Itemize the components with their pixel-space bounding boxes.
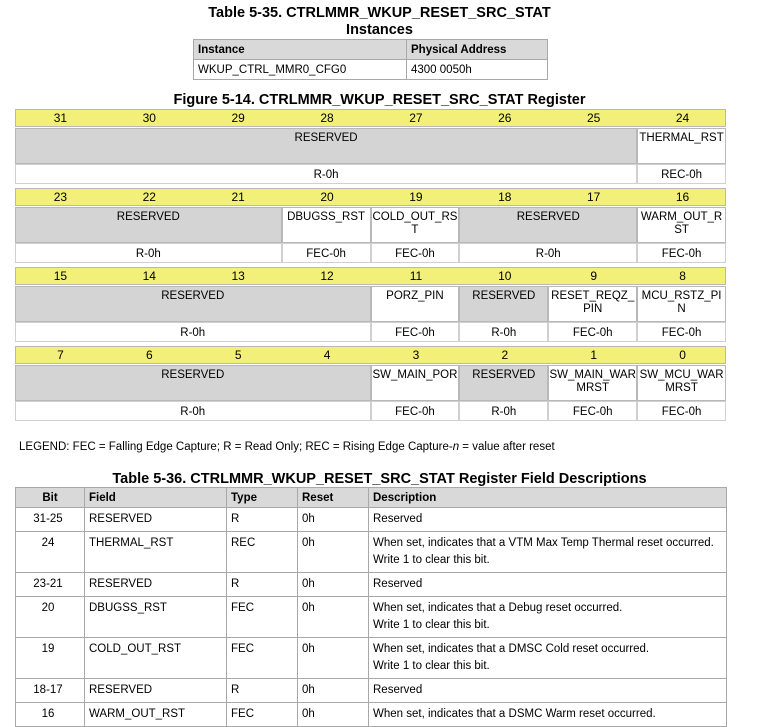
cell-bit: 16 [16, 703, 85, 727]
bit-number: 3 [412, 348, 420, 362]
description-line: Write 1 to clear this bit. [373, 554, 490, 566]
reset-value: R-0h [15, 243, 282, 263]
cell-reset: 0h [298, 703, 369, 727]
cell-field: DBUGSS_RST [85, 597, 227, 638]
bit-number: 21 [231, 190, 245, 204]
cell-type: R [227, 508, 298, 532]
reserved-field: RESERVED [459, 365, 548, 401]
instances-title: Table 5-35. CTRLMMR_WKUP_RESET_SRC_STAT [208, 5, 551, 21]
field-table-header-row [16, 488, 727, 508]
reset-value: R-0h [15, 322, 371, 342]
reset-row [15, 322, 726, 342]
reset-value: R-0h [459, 243, 637, 263]
instances-cell-instance: WKUP_CTRL_MMR0_CFG0 [194, 60, 407, 80]
reset-value: FEC-0h [637, 322, 726, 342]
bit-number: 6 [145, 348, 153, 362]
bit-number: 9 [590, 269, 598, 283]
register-field: SW_MAIN_WARMRST [548, 365, 637, 401]
register-field: WARM_OUT_RST [637, 207, 726, 243]
reset-value: R-0h [15, 401, 371, 421]
cell-type: R [227, 573, 298, 597]
instances-cell-address: 4300 0050h [407, 60, 548, 80]
reset-value: FEC-0h [548, 322, 637, 342]
header-reset: Reset [298, 488, 369, 508]
legend [19, 441, 555, 453]
bit-number: 25 [587, 111, 601, 125]
bit-number: 26 [498, 111, 512, 125]
bit-number: 7 [57, 348, 64, 362]
bit-number: 11 [409, 269, 423, 283]
cell-reset: 0h [298, 508, 369, 532]
header-description: Description [369, 488, 727, 508]
field-row [15, 286, 726, 322]
description-line: Reserved [373, 684, 423, 696]
reserved-field: RESERVED [15, 128, 637, 164]
cell-type: FEC [227, 703, 298, 727]
bit-number: 20 [320, 190, 334, 204]
bit-number: 10 [498, 269, 512, 283]
cell-reset: 0h [298, 638, 369, 679]
reset-row [15, 401, 726, 421]
bit-number: 17 [587, 190, 601, 204]
field-row [15, 128, 726, 164]
header-bit: Bit [16, 488, 85, 508]
table-row [16, 638, 727, 679]
bit-number: 30 [142, 111, 156, 125]
header-field: Field [85, 488, 227, 508]
cell-description [369, 679, 727, 703]
cell-description [369, 508, 727, 532]
cell-bit: 18-17 [16, 679, 85, 703]
legend-prefix: LEGEND: FEC = Falling Edge Capture; R = Read Only; REC = Rising Edge Capture- [19, 441, 453, 453]
register-field: COLD_OUT_RST [371, 207, 460, 243]
cell-type: FEC [227, 638, 298, 679]
bit-number: 5 [234, 348, 242, 362]
cell-field: WARM_OUT_RST [85, 703, 227, 727]
cell-description [369, 573, 727, 597]
reserved-field: RESERVED [459, 286, 548, 322]
table-row [16, 703, 727, 727]
bit-number: 0 [679, 348, 686, 362]
cell-bit: 23-21 [16, 573, 85, 597]
bit-number: 24 [675, 111, 690, 125]
cell-type: REC [227, 532, 298, 573]
bit-number: 13 [231, 269, 245, 283]
register-field: THERMAL_RST [637, 128, 726, 164]
cell-description [369, 703, 727, 727]
reserved-field: RESERVED [15, 365, 371, 401]
bit-number: 23 [53, 190, 68, 204]
reset-value: FEC-0h [371, 322, 460, 342]
cell-reset: 0h [298, 532, 369, 573]
bit-number: 1 [590, 348, 598, 362]
bit-number: 29 [231, 111, 245, 125]
description-line: Write 1 to clear this bit. [373, 660, 490, 672]
description-line: Reserved [373, 513, 423, 525]
reset-value: R-0h [459, 322, 548, 342]
reset-value: FEC-0h [371, 243, 460, 263]
reset-value: FEC-0h [282, 243, 371, 263]
cell-field: COLD_OUT_RST [85, 638, 227, 679]
reset-value: FEC-0h [637, 243, 726, 263]
cell-reset: 0h [298, 597, 369, 638]
legend-italic: n [452, 441, 460, 453]
register-field: SW_MAIN_POR [371, 365, 460, 401]
bit-number: 2 [501, 348, 509, 362]
reset-value: FEC-0h [371, 401, 460, 421]
table-row [16, 597, 727, 638]
field-row [15, 207, 726, 243]
reset-row [15, 164, 726, 184]
bit-number: 27 [409, 111, 423, 125]
reset-value: FEC-0h [637, 401, 726, 421]
reserved-field: RESERVED [459, 207, 637, 243]
reserved-field: RESERVED [15, 286, 371, 322]
cell-reset: 0h [298, 573, 369, 597]
register-field: MCU_RSTZ_PIN [637, 286, 726, 322]
cell-description [369, 597, 727, 638]
bit-number-row [15, 267, 726, 285]
table-row [16, 679, 727, 703]
cell-bit: 31-25 [16, 508, 85, 532]
instances-header-address: Physical Address [407, 40, 548, 60]
cell-field: RESERVED [85, 508, 227, 532]
cell-field: RESERVED [85, 573, 227, 597]
bit-number-row [15, 188, 726, 206]
bit-number: 28 [320, 111, 334, 125]
cell-type: FEC [227, 597, 298, 638]
bit-number: 12 [320, 269, 334, 283]
table-row [16, 532, 727, 573]
bit-number: 31 [53, 111, 68, 125]
bit-number-row [15, 346, 726, 364]
instances-header-instance: Instance [194, 40, 407, 60]
description-line: When set, indicates that a Debug reset occurred. [373, 602, 623, 614]
description-line: When set, indicates that a DSMC Warm reset occurred. [373, 708, 656, 720]
cell-bit: 20 [16, 597, 85, 638]
reset-value: REC-0h [637, 164, 726, 184]
bit-number: 19 [409, 190, 423, 204]
register-field: PORZ_PIN [371, 286, 460, 322]
bit-number-row [15, 109, 726, 127]
cell-description [369, 638, 727, 679]
reserved-field: RESERVED [15, 207, 282, 243]
instances-subtitle: Instances [346, 22, 413, 38]
bit-number: 16 [675, 190, 690, 204]
bit-number: 22 [142, 190, 156, 204]
field-descriptions-table [15, 487, 727, 727]
field-table-title: Table 5-36. CTRLMMR_WKUP_RESET_SRC_STAT Register Field Descriptions [112, 471, 647, 487]
description-line: Reserved [373, 578, 423, 590]
bit-number: 8 [679, 269, 686, 283]
cell-field: THERMAL_RST [85, 532, 227, 573]
header-type: Type [227, 488, 298, 508]
table-row [16, 508, 727, 532]
register-field: RESET_REQZ_PIN [548, 286, 637, 322]
cell-bit: 24 [16, 532, 85, 573]
cell-type: R [227, 679, 298, 703]
legend-suffix: = value after reset [459, 441, 555, 453]
bit-number: 15 [53, 269, 68, 283]
description-line: Write 1 to clear this bit. [373, 619, 490, 631]
reset-row [15, 243, 726, 263]
bit-number: 4 [323, 348, 331, 362]
description-line: When set, indicates that a DMSC Cold reset occurred. [373, 643, 650, 655]
table-row [16, 573, 727, 597]
bit-number: 14 [142, 269, 156, 283]
figure-title: Figure 5-14. CTRLMMR_WKUP_RESET_SRC_STAT Register [173, 92, 586, 108]
reset-value: R-0h [459, 401, 548, 421]
cell-bit: 19 [16, 638, 85, 679]
reset-value: FEC-0h [548, 401, 637, 421]
field-row [15, 365, 726, 401]
register-field: SW_MCU_WARMRST [637, 365, 726, 401]
cell-description [369, 532, 727, 573]
cell-field: RESERVED [85, 679, 227, 703]
instances-table [193, 39, 548, 80]
description-line: When set, indicates that a VTM Max Temp Thermal reset occurred. [373, 537, 714, 549]
bit-number: 18 [498, 190, 512, 204]
reset-value: R-0h [15, 164, 637, 184]
register-field: DBUGSS_RST [282, 207, 371, 243]
cell-reset: 0h [298, 679, 369, 703]
